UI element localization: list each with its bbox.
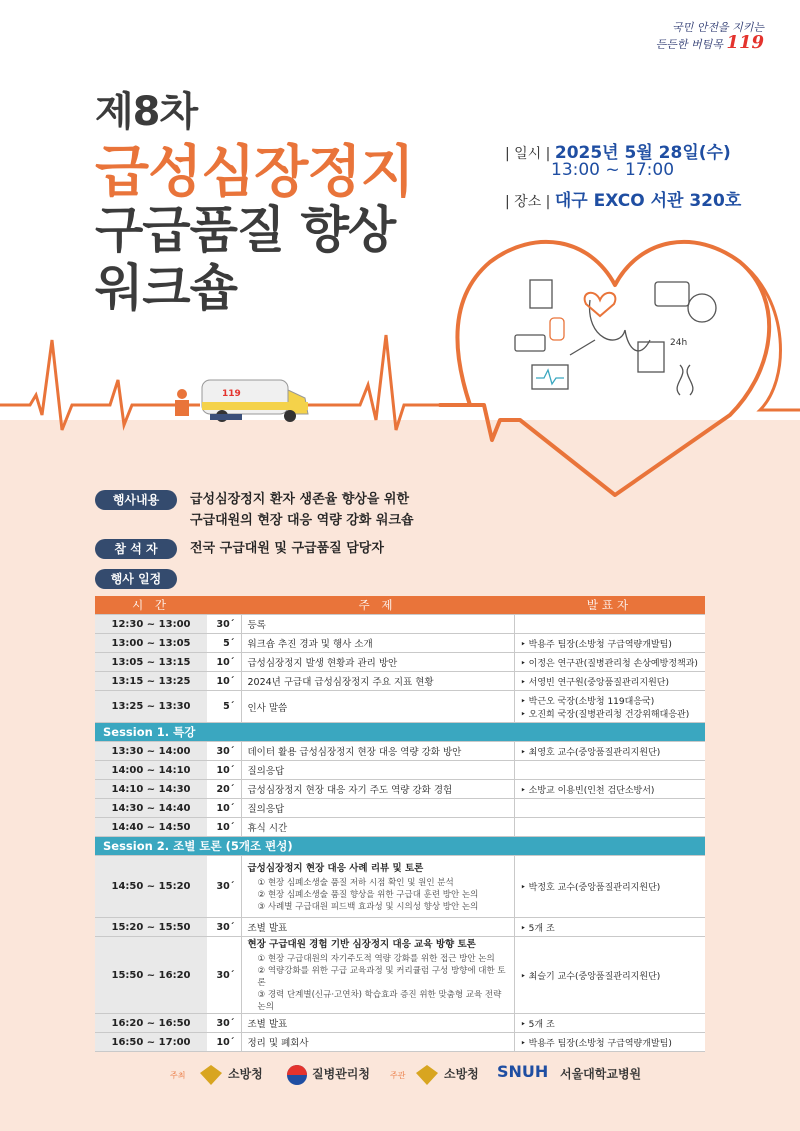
org1-name: 소방청 — [444, 1067, 479, 1081]
slogan-line1: 국민 안전을 지키는 — [671, 21, 764, 34]
attendees-text: 전국 구급대원 및 구급품질 담당자 — [190, 541, 384, 556]
fire-agency-emblem-icon — [414, 1063, 440, 1087]
attendees-tag: 참 석 자 — [95, 539, 177, 559]
time-value: 13:00 ~ 17:00 — [551, 160, 675, 180]
iv-bag-icon — [550, 318, 564, 340]
syringe-icon — [570, 340, 595, 355]
title-sub: 구급품질 향상 — [95, 201, 396, 259]
org-label: 주관 — [390, 1071, 406, 1080]
date-label: 일시 — [514, 146, 542, 162]
svg-text:24h: 24h — [670, 338, 688, 348]
table-row: 14:00 ~ 14:10 10´ 질의응답 — [95, 761, 705, 780]
content-text — [190, 489, 414, 531]
table-header — [95, 596, 705, 615]
dna-icon — [677, 365, 693, 395]
table-row: 15:50 ~ 16:20 30´ 현장 구급대원 경험 기반 심장정지 대응 교육 방향 토론 ① 현장 구급대원의 자기주도적 역량 강화를 위한 접근 방안 논의 ② 역량강화를 위한 구급 교육과정 및 커리큘럼 구성 방향에 대한 토론 ③ 경력 단계별(신규·고연차) 학습효과 증진 위한 맞춤형 교육 전략 논의 ‣ 최슬기 교수(중앙품질관리지원단) — [95, 937, 705, 1014]
title-workshop: 워크숍 — [95, 259, 237, 317]
clipboard-icon — [530, 280, 552, 308]
slogan — [624, 20, 764, 52]
stethoscope-icon — [590, 300, 650, 351]
table-row: 16:50 ~ 17:00 10´ 정리 및 폐회사 ‣ 박용주 팀장(소방청 구급역량개발팀) — [95, 1033, 705, 1052]
table-row: 13:00 ~ 13:05 5´ 워크숍 추진 경과 및 행사 소개 ‣ 박용주 팀장(소방청 구급역량개발팀) — [95, 634, 705, 653]
table-row: 13:05 ~ 13:15 10´ 급성심장정지 발생 현황과 관리 방안 ‣ 이정은 연구관(질병관리청 손상예방정책과) — [95, 653, 705, 672]
snuh-logo: SNUH — [497, 1062, 549, 1081]
header-topic: 주 제 — [241, 596, 514, 615]
header-time: 시 간 — [95, 596, 207, 615]
header-speaker: 발표자 — [514, 596, 705, 615]
first-aid-kit-icon — [655, 282, 689, 306]
footer-logos — [0, 1058, 800, 1093]
session2-title: Session 2. 조별 토론 (5개조 편성) — [95, 837, 705, 856]
hospital-icon — [638, 342, 664, 372]
date-info: | 일시 | 2025년 5월 28일(수) — [505, 143, 731, 163]
content-tag: 행사내용 — [95, 490, 177, 510]
session-row — [95, 837, 705, 856]
table-row: 14:10 ~ 14:30 20´ 급성심장정지 현장 대응 자기 주도 역량 강화 경험 ‣ 소방교 이용빈(인천 검단소방서) — [95, 780, 705, 799]
title-main: 급성심장정지 — [95, 140, 414, 205]
place-value: 대구 EXCO 서관 320호 — [554, 191, 742, 211]
table-row: 16:20 ~ 16:50 30´ 조별 발표 ‣ 5개 조 — [95, 1014, 705, 1033]
table-row: 15:20 ~ 15:50 30´ 조별 발표 ‣ 5개 조 — [95, 918, 705, 937]
rescuer-icon — [177, 389, 187, 399]
session-row — [95, 723, 705, 742]
ecg-wave-icon — [536, 370, 564, 384]
title-edition: 제8차 — [95, 89, 198, 135]
schedule-tag: 행사 일정 — [95, 569, 177, 589]
schedule-table — [95, 596, 705, 1052]
block1-title: 급성심장정지 현장 대응 사례 리뷰 및 토론 — [247, 862, 424, 874]
table-row: 14:40 ~ 14:50 10´ 휴식 시간 — [95, 818, 705, 837]
ambulance-illustration — [160, 372, 320, 427]
block2-title: 현장 구급대원 경험 기반 심장정지 대응 교육 방향 토론 — [247, 939, 476, 950]
table-row: 13:25 ~ 13:30 5´ 인사 말씀 ‣ 박근오 국장(소방청 119대응국) ‣ 오진희 국장(질병관리청 건강위해대응관) — [95, 691, 705, 723]
host-label: 주최 — [170, 1071, 186, 1080]
table-row: 12:30 ~ 13:00 30´ 등록 — [95, 615, 705, 634]
host2-name: 질병관리청 — [312, 1067, 370, 1081]
table-row: 13:30 ~ 14:00 30´ 데이터 활용 급성심장정지 현장 대응 역량 강화 방안 ‣ 최영호 교수(중앙품질관리지원단) — [95, 742, 705, 761]
date-value: 2025년 5월 28일(수) — [554, 143, 731, 163]
table-row: 13:15 ~ 13:25 10´ 2024년 구급대 급성심장정지 주요 지표 현황 ‣ 서영빈 연구원(중앙품질관리지원단) — [95, 672, 705, 691]
ambulance-small-icon — [515, 335, 545, 351]
place-info: | 장소 | 대구 EXCO 서관 320호 — [505, 191, 742, 211]
medical-icons-cluster — [510, 270, 725, 420]
content-line1: 급성심장정지 환자 생존율 향상을 위한 — [190, 492, 410, 507]
session1-title: Session 1. 특강 — [95, 723, 705, 742]
slogan-line2: 든든한 버팀목 — [655, 38, 723, 51]
ambulance-label: 119 — [222, 389, 241, 399]
clock-icon — [688, 294, 716, 322]
place-label: 장소 — [514, 194, 542, 210]
fire-agency-emblem-icon — [198, 1063, 224, 1087]
org2-name: 서울대학교병원 — [560, 1067, 642, 1081]
host1-name: 소방청 — [228, 1067, 263, 1081]
kdca-emblem-icon — [284, 1063, 310, 1087]
table-row: 14:30 ~ 14:40 10´ 질의응답 — [95, 799, 705, 818]
slogan-number: 119 — [726, 32, 764, 53]
content-line2: 구급대원의 현장 대응 역량 강화 워크숍 — [190, 513, 414, 528]
table-row: 14:50 ~ 15:20 30´ 급성심장정지 현장 대응 사례 리뷰 및 토론 ① 현장 심폐소생술 품질 저하 시점 확인 및 원인 분석 ② 현장 심폐소생술 품질 향상을 위한 구급대 훈련 방안 논의 ③ 사례별 구급대원 피드백 효과성 및 시의성 향상 방안 논의 ‣ 박정호 교수(중앙품질관리지원단) — [95, 856, 705, 918]
